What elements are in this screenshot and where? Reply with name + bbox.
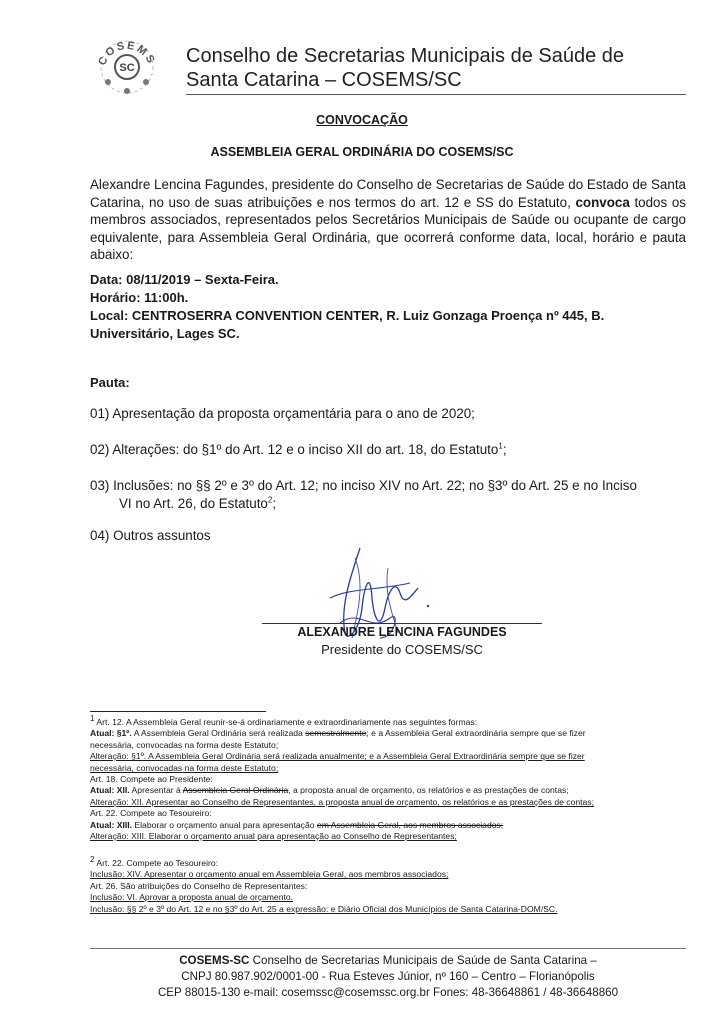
fn1-line1 [90, 714, 696, 728]
cosems-logo [96, 38, 158, 96]
footnote-divider [90, 711, 266, 712]
fn1-l2d: ; e a Assembleia Geral extraordinária sempre que se fizer [366, 728, 586, 739]
footer-line2: CNPJ 80.987.902/0001-00 - Rua Esteves Júnior, nº 160 – Centro – Florianópolis [181, 970, 595, 983]
pauta-label: Pauta: [90, 375, 130, 390]
pauta-item-2 [90, 441, 690, 459]
pauta-item-3-line2: VI no Art. 26, do Estatuto [119, 496, 268, 511]
fn2-l1: Art. 22. Compete ao Tesoureiro: [94, 858, 219, 868]
page-footer [90, 953, 686, 1001]
fn1-l4: Alteração: §1º. A Assembleia Geral Ordinária será realizada anualmente; e a Assembleia Geral Extraordinária sempre que se fizer [90, 751, 585, 762]
fn2-l5b: e Diário Oficial dos Municípios de Santa Catarina-DOM/SC. [330, 903, 558, 914]
pauta-item-2-end: ; [502, 442, 507, 457]
fn1-l10c: em Assembleia Geral, aos membros associados; [316, 819, 504, 830]
fn1-l2a: Atual: §1º. [90, 728, 132, 739]
fn1-line7 [90, 785, 696, 796]
svg-text:COSEMS: COSEMS [96, 39, 158, 68]
fn2-l4: Inclusão: VI. Aprovar a proposta anual de orçamento. [90, 892, 294, 903]
intro-paragraph [90, 176, 686, 264]
meeting-location-line2: Universitário, Lages SC. [90, 326, 240, 341]
footer-divider [90, 948, 686, 949]
footnote-1 [90, 714, 696, 842]
org-title-line1: Conselho de Secretarias Municipais de Saúde de [186, 45, 625, 67]
fn1-l1: Art. 12. A Assembleia Geral reunir-se-á ordinariamente e extraordinariamente nas seguintes formas: [94, 717, 478, 727]
footnote-ref-2: 2 [267, 495, 273, 505]
fn2-l5a: Inclusão: §§ 2º e 3º do Art. 12 e no §3º do Art. 25 a expressão: [90, 903, 331, 914]
footnote-2 [90, 855, 696, 915]
org-title-line2: Santa Catarina – COSEMS/SC [186, 69, 462, 91]
intro-part1: Alexandre Lencina Fagundes, presidente do Conselho de Secretarias de Saúde do Estado de Santa Catarina, no uso de suas atribuições e nos termos do art. 12 e SS do Estatuto, [90, 177, 686, 210]
fn2-line1 [90, 855, 696, 869]
fn2-l2: Inclusão: XIV. Apresentar o orçamento anual em Assembleia Geral, aos membros associados; [90, 869, 449, 880]
fn1-l10a: Atual: XIII. [90, 819, 133, 830]
fn1-l8: Alteração: XII. Apresentar ao Conselho de Representantes, a proposta anual de orçamento, os relatórios e as prestações de contas; [90, 796, 594, 807]
meeting-location-line1: Local: CENTROSERRA CONVENTION CENTER, R. Luiz Gonzaga Proença nº 445, B. [90, 308, 605, 323]
intro-part2: todos os membros associados, representados pelos Secretários Municipais de Saúde ou ocupante de cargo equivalente, para Assembleia Geral Ordinária, que ocorrerá conforme data, local, horário e pauta abaixo: [90, 194, 686, 263]
pauta-item-3-line2-wrap [90, 495, 690, 513]
pauta-item-1: 01) Apresentação da proposta orçamentária para o ano de 2020; [90, 406, 475, 421]
document-subheading: ASSEMBLEIA GERAL ORDINÁRIA DO COSEMS/SC [210, 145, 514, 159]
pauta-item-4: 04) Outros assuntos [90, 528, 211, 543]
fn1-mark: 1 [90, 714, 95, 724]
fn1-l7a: Atual: XII. [90, 785, 130, 796]
fn1-l7d: , a proposta anual de orçamento, os relatórios e as prestações de contas; [288, 785, 569, 796]
meeting-date: Data: 08/11/2019 – Sexta-Feira. [90, 272, 279, 287]
signature-line [262, 623, 542, 624]
footer-line3: CEP 88015-130 e-mail: cosemssc@cosemssc.org.br Fones: 48-36648861 / 48-36648860 [157, 986, 619, 999]
fn1-l2b: A Assembleia Geral Ordinária será realizada [131, 728, 306, 739]
document-heading: CONVOCAÇÃO [316, 113, 408, 127]
meeting-time: Horário: 11:00h. [90, 290, 189, 305]
fn1-line10 [90, 820, 696, 831]
footer-org-bold: COSEMS-SC [179, 954, 250, 967]
footer-line1 [90, 953, 686, 969]
pauta-item-3-end: ; [272, 496, 277, 511]
fn1-l11: Alteração: XIII. Elaborar o orçamento anual para apresentação ao Conselho de Representantes; [90, 831, 457, 842]
meeting-details [90, 271, 686, 343]
fn1-l7b: Apresentar à [129, 785, 183, 796]
org-title [186, 44, 686, 92]
fn1-l3: necessária, convocadas na forma deste Estatuto; [90, 739, 279, 750]
fn2-mark: 2 [90, 855, 95, 865]
fn1-line2 [90, 728, 696, 739]
fn1-l5: necessária, convocadas na forma deste Estatuto; [90, 762, 279, 773]
fn1-l7c: Assembleia Geral Ordinária [182, 785, 289, 796]
fn1-l2c: semestralmente [305, 728, 367, 739]
intro-bold: convoca [575, 194, 630, 210]
pauta-item-3-line1: 03) Inclusões: no §§ 2º e 3º do Art. 12; no inciso XIV no Art. 22; no §3º do Art. 25 e no Inciso [90, 478, 637, 493]
signatory-role: Presidente do COSEMS/SC [321, 642, 483, 657]
fn2-line5 [90, 904, 696, 915]
fn2-l3: Art. 26. São atribuições do Conselho de Representantes: [90, 880, 308, 891]
footer-org-rest: Conselho de Secretarias Municipais de Saúde de Santa Catarina – [249, 954, 597, 967]
svg-text:SC: SC [119, 62, 135, 74]
pauta-item-2-text: 02) Alterações: do §1º do Art. 12 e o inciso XII do art. 18, do Estatuto [90, 442, 499, 457]
header-divider [186, 94, 686, 95]
pauta-item-3 [90, 477, 690, 513]
fn1-l9: Art. 22. Compete ao Tesoureiro: [90, 808, 212, 819]
fn1-l6: Art. 18. Compete ao Presidente: [90, 774, 213, 785]
footnote-ref-1: 1 [498, 441, 503, 451]
signatory-name: ALEXANDRE LENCINA FAGUNDES [297, 625, 507, 639]
fn1-l10b: Elaborar o orçamento anual para apresentação [132, 819, 317, 830]
